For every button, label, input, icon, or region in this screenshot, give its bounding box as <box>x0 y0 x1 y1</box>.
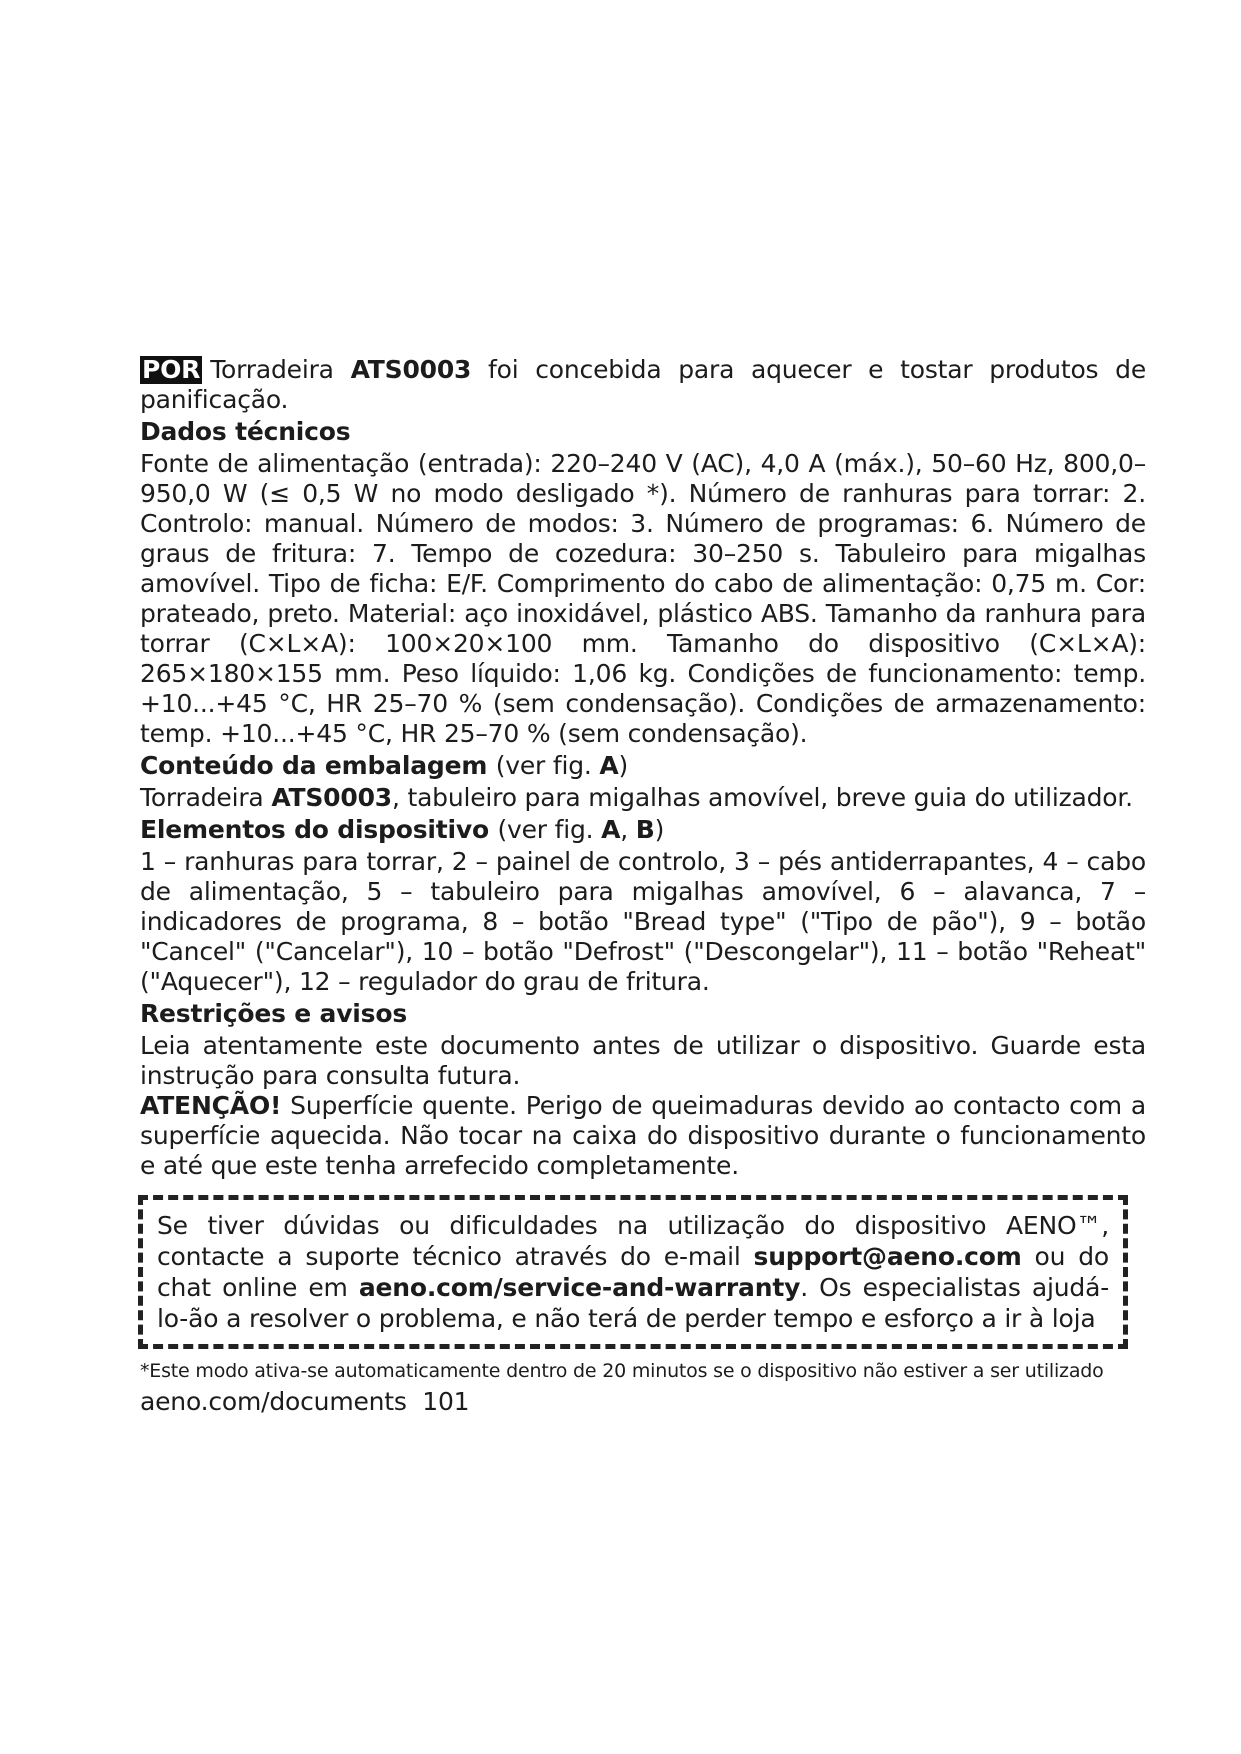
support-notice-box <box>138 1195 1128 1349</box>
technical-text: Fonte de alimentação (entrada): 220–240 V (AC), 4,0 A (máx.), 50–60 Hz, 800,0–950,0 W (≤ 0,5 W no modo desligado *). Número de ranhuras para torrar: 2. Controlo: manual. Número de modos: 3. Número de programas: 6. Número de graus de fritura: 7. Tempo de cozedura: 30–250 s. Tabuleiro para migalhas amovível. Tipo de ficha: E/F. Comprimento do cabo de alimentação: 0,75 m. Cor: prateado, preto. Material: aço inoxidável, plástico ABS. Tamanho da ranhura para torrar (C×L×A): 100×20×100 mm. Tamanho do dispositivo (C×L×A): 265×180×155 mm. Peso líquido: 1,06 kg. Condições de funcionamento: temp. +10...+45 °C, HR 25–70 % (sem condensação). Condições de armazenamento: temp. +10...+45 °C, HR 25–70 % (sem condensação). <box>140 449 1146 748</box>
package-ref-post: ) <box>618 751 629 780</box>
notice-text-after: . Os especialistas ajudá-lo-ão a resolver o problema, e não terá de perder tempo e esforço a ir à loja <box>157 1273 1110 1333</box>
language-tag: POR <box>142 355 201 384</box>
package-heading <box>140 751 1146 781</box>
elements-ref-sep: , <box>620 815 629 844</box>
elements-heading-ref <box>497 815 664 844</box>
intro-text-after: foi concebida para aquecer e tostar produtos de panificação. <box>140 355 1146 414</box>
package-text-after: , tabuleiro para migalhas amovível, breve guia do utilizador. <box>391 783 1133 812</box>
manual-page <box>140 355 1146 1417</box>
intro-paragraph <box>140 355 1146 415</box>
service-warranty-link[interactable]: aeno.com/service-and-warranty <box>358 1273 801 1302</box>
package-ref-pre: (ver fig. <box>495 751 592 780</box>
package-heading-ref <box>496 751 628 780</box>
footnote: *Este modo ativa-se automaticamente dentro de 20 minutos se o dispositivo não estiver a ser utilizado <box>140 1360 1104 1382</box>
documents-link[interactable]: aeno.com/documents <box>140 1387 407 1416</box>
elements-ref-fig-a: A <box>601 815 621 844</box>
elements-ref-pre: (ver fig. <box>497 815 594 844</box>
notice-text-before: Se tiver dúvidas ou dificuldades na utilização do dispositivo AENO™, contacte a suporte técnico através do e-mail <box>157 1211 1109 1271</box>
package-model: ATS0003 <box>271 783 392 812</box>
elements-ref-post: ) <box>654 815 665 844</box>
page-footer <box>140 1387 1146 1417</box>
elements-heading-title: Elementos do dispositivo <box>140 815 489 844</box>
technical-heading: Dados técnicos <box>140 417 351 446</box>
warnings-text: Leia atentamente este documento antes de utilizar o dispositivo. Guarde esta instrução para consulta futura. <box>140 1031 1146 1090</box>
elements-ref-fig-b: B <box>635 815 655 844</box>
support-notice-text <box>157 1210 1109 1334</box>
package-text <box>140 783 1146 813</box>
package-heading-title: Conteúdo da embalagem <box>140 751 488 780</box>
elements-heading <box>140 815 1146 845</box>
intro-model: ATS0003 <box>350 355 472 384</box>
elements-text: 1 – ranhuras para torrar, 2 – painel de controlo, 3 – pés antiderrapantes, 4 – cabo de alimentação, 5 – tabuleiro para migalhas amovível, 6 – alavanca, 7 – indicadores de programa, 8 – botão "Bread type" ("Tipo de pão"), 9 – botão "Cancel" ("Cancelar"), 10 – botão "Defrost" ("Descongelar"), 11 – botão "Reheat" ("Aquecer"), 12 – regulador do grau de fritura. <box>140 847 1146 996</box>
warnings-heading: Restrições e avisos <box>140 999 408 1028</box>
page-number: 101 <box>422 1387 470 1416</box>
package-ref-fig: A <box>599 751 619 780</box>
support-email[interactable]: support@aeno.com <box>753 1242 1022 1271</box>
attention-text: Superfície quente. Perigo de queimaduras devido ao contacto com a superfície aquecida. Não tocar na caixa do dispositivo durante o funcionamento e até que este tenha arrefecido completamente. <box>140 1091 1146 1180</box>
package-text-before: Torradeira <box>140 783 264 812</box>
attention-paragraph <box>140 1091 1146 1181</box>
intro-text-before: Torradeira <box>210 355 334 384</box>
attention-label: ATENÇÃO! <box>140 1091 282 1120</box>
notice-text-middle: ou do chat online em <box>157 1242 1109 1302</box>
